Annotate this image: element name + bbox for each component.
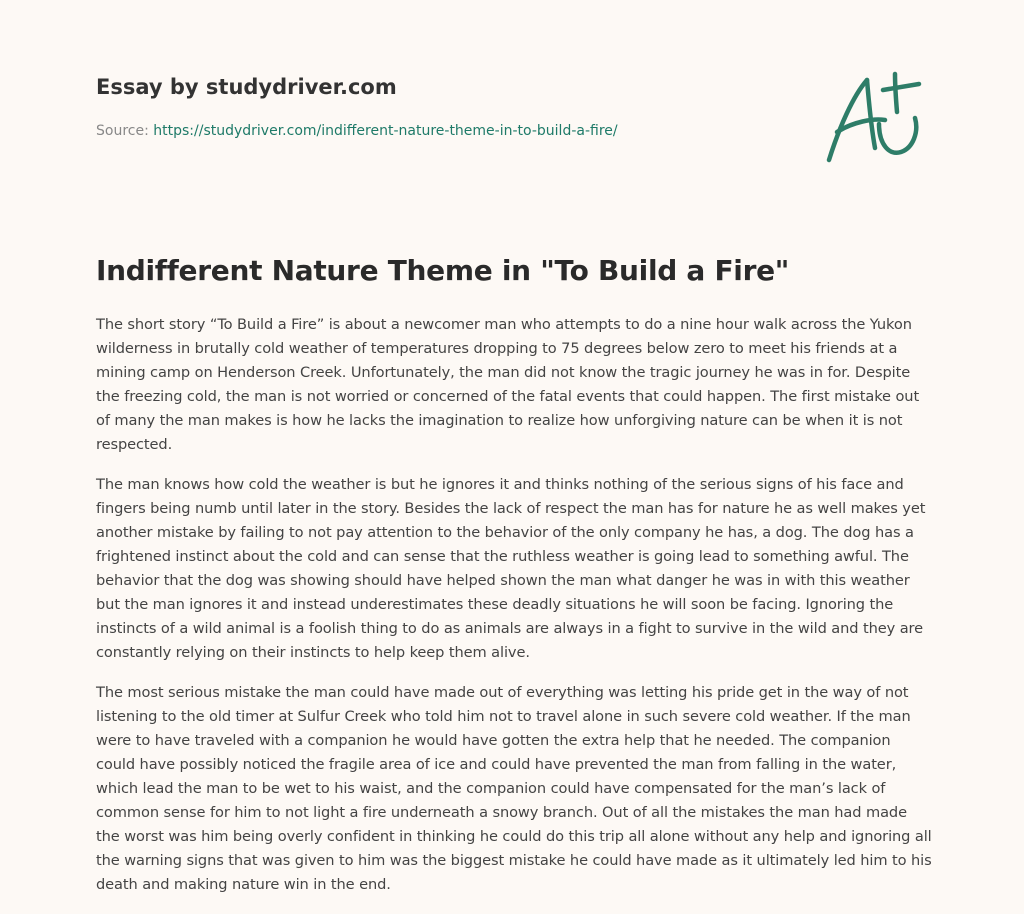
source-line (96, 123, 618, 139)
a-plus-logo-svg (823, 68, 925, 164)
page-header (96, 0, 928, 200)
article-paragraph-1: The short story “To Build a Fire” is about a newcomer man who attempts to do a nine hour walk across the Yukon wilderness in brutally cold weather of temperatures dropping to 75 degrees below zero to meet his friends at a mining camp on Henderson Creek. Unfortunately, the man did not know the tragic journey he was in for. Despite the freezing cold, the man is not worried or concerned of the fatal events that could happen. The first mistake out of many the man makes is how he lacks the imagination to realize how unforgiving nature can be when it is not respected. (96, 316, 920, 453)
article-paragraph-2: The man knows how cold the weather is but he ignores it and thinks nothing of the serious signs of his face and fingers being numb until later in the story. Besides the lack of respect the man has for nature he as well makes yet another mistake by failing to not pay attention to the behavior of the only company he has, a dog. The dog has a frightened instinct about the cold and can sense that the ruthless weather is going lead to something awful. The behavior that the dog was showing should have helped shown the man what danger he was in with this weather but the man ignores it and instead underestimates these deadly situations he will soon be facing. Ignoring the instincts of a wild animal is a foolish thing to do as animals are always in a fight to survive in the wild and they are constantly relying on their instincts to help keep them alive. (96, 476, 926, 661)
article (96, 254, 932, 913)
source-link[interactable]: https://studydriver.com/indifferent-nature-theme-in-to-build-a-fire/ (153, 123, 618, 139)
article-paragraph-3: The most serious mistake the man could have made out of everything was letting his pride get in the way of not listening to the old timer at Sulfur Creek who told him not to travel alone in such severe cold weather. If the man were to have traveled with a companion he would have gotten the extra help that he needed. The companion could have possibly noticed the fragile area of ice and could have prevented the man from falling in the water, which lead the man to be wet to his waist, and the companion could have compensated for the man’s lack of common sense for him to not light a fire underneath a snowy branch. Out of all the mistakes the man had made the worst was him being overly confident in thinking he could do this trip all alone without any help and ignoring all the warning signs that was given to him was the biggest mistake he could have made as it ultimately led him to his death and making nature win in the end. (96, 684, 932, 893)
source-label: Source: (96, 123, 149, 139)
article-title: Indifferent Nature Theme in "To Build a Fire" (96, 254, 790, 287)
site-title: Essay by studydriver.com (96, 75, 397, 99)
a-plus-logo-icon (823, 68, 925, 164)
